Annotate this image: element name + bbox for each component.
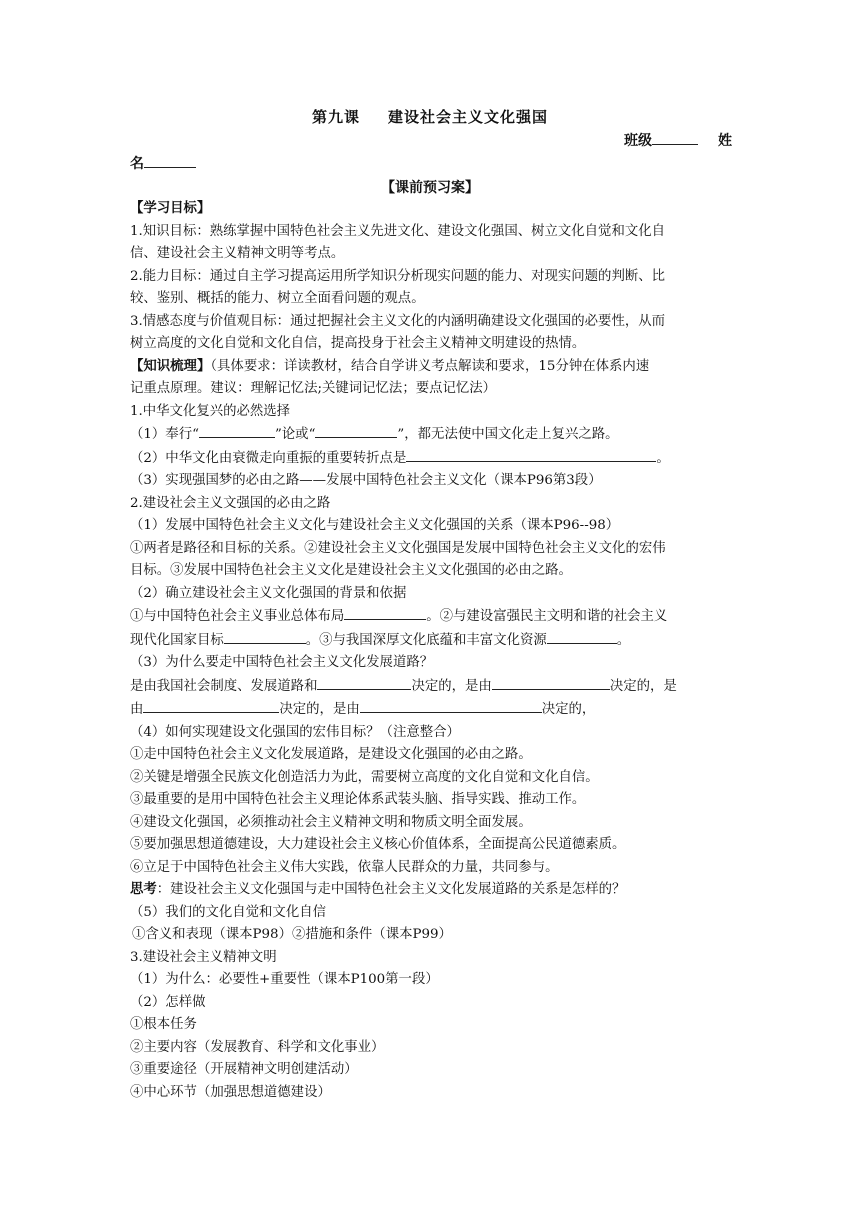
fill-blank[interactable] [224,629,306,644]
section-2-item-4d: ④建设文化强国，必须推动社会主义精神文明和物质文明全面发展。 [130,814,532,830]
section-2-item-4f: ⑥立足于中国特色社会主义伟大实践，依靠人民群众的力量，共同参与。 [130,859,559,875]
worksheet-body [130,198,730,1104]
section-2-item-2: （2）确立建设社会主义文化强国的背景和依据 [130,585,407,601]
section-2-item-1: （1）发展中国特色社会主义文化与建设社会主义文化强国的关系（课本P96--98） [130,518,620,533]
think-question: 思考：建设社会主义文化强国与走中国特色社会主义文化发展道路的关系是怎样的？ [130,882,626,897]
think-label: 思考 [130,882,157,897]
fill-blank[interactable] [406,447,656,462]
lesson-number: 第九课 [311,108,360,126]
section-3-title: 3.建设社会主义精神文明 [130,949,277,965]
requirement-b: 记重点原理。建议：理解记忆法;关键词记忆法；要点记忆法） [130,381,497,396]
section-2-item-2a: ①与中国特色社会主义事业总体布局 。②与建设富强民主文明和谐的社会主义 [130,605,730,629]
goal-1a: 1.知识目标：熟练掌握中国特色社会主义先进文化、建设文化强国、树立文化自觉和文化自 [130,223,666,239]
name-label-b: 名 [130,156,144,172]
fill-blank[interactable] [143,698,279,713]
knowledge-intro [130,356,730,379]
class-label: 班级 [624,133,652,149]
goal-1b: 信、建设社会主义精神文明等考点。 [130,246,345,261]
section-3-item-2d: ④中心环节（加强思想道德建设） [130,1084,331,1100]
goal-3a: 3.情感态度与价值观目标：通过把握社会主义文化的内涵明确建设文化强国的必要性，从而 [130,313,666,329]
section-3-item-2b: ②主要内容（发展教育、科学和文化事业） [130,1039,385,1055]
section-1-title: 1.中华文化复兴的必然选择 [130,403,291,419]
fill-blank[interactable] [344,605,426,620]
section-3-item-1: （1）为什么：必要性+重要性（课本P100第一段） [130,972,439,987]
section-2-item-4: （4）如何实现建设文化强国的宏伟目标？（注意整合） [130,724,460,740]
section-2-item-5a: ①含义和表现（课本P98）②措施和条件（课本P99） [132,927,452,942]
section-2-item-1a: ①两者是路径和目标的关系。②建设社会主义文化强国是发展中国特色社会主义文化的宏伟 [130,540,666,556]
class-name-line [624,130,732,150]
section-2-item-3: （3）为什么要走中国特色社会主义文化发展道路？ [130,655,434,670]
section-1-item-3: （3）实现强国梦的必由之路——发展中国特色社会主义文化（课本P96第3段） [130,473,602,488]
section-3-item-2c: ③重要途径（开展精神文明创建活动） [130,1062,358,1077]
section-2-item-3a: 是由我国社会制度、发展道路和 决定的，是由 决定的，是 [130,675,730,699]
goal-2a: 2.能力目标：通过自主学习提高运用所学知识分析现实问题的能力、对现实问题的判断、比 [130,268,666,284]
fill-blank[interactable] [199,423,275,438]
section-1-item-2: （2）中华文化由衰微走向重振的重要转折点是 。 [130,447,730,471]
class-blank [652,130,698,145]
section-3-item-2: （2）怎样做 [130,994,206,1010]
lesson-title: 建设社会主义文化强国 [388,108,549,126]
goal-3b: 树立高度的文化自觉和文化自信，提高投身于社会主义精神文明建设的热情。 [130,336,586,351]
section-2-item-2b: 现代化国家目标 。③与我国深厚文化底蕴和丰富文化资源 。 [130,629,730,653]
section-2-item-4a: ①走中国特色社会主义文化发展道路，是建设文化强国的必由之路。 [130,747,532,762]
fill-blank[interactable] [547,629,617,644]
knowledge-heading: 【知识梳理】 [130,358,211,374]
section-heading: 【课前预习案】 [381,180,479,196]
fill-blank[interactable] [315,423,397,438]
name-blank [144,153,196,168]
section-2-item-4e: ⑤要加强思想道德建设，大力建设社会主义核心价值体系，全面提高公民道德素质。 [130,837,626,852]
page-title [0,106,860,127]
section-2-item-4b: ②关键是增强全民族文化创造活力为此，需要树立高度的文化自觉和文化自信。 [130,769,599,785]
name-label-a: 姓 [718,133,732,149]
section-1-item-1: （1）奉行“ ”论或“ ”，都无法使中国文化走上复兴之路。 [130,423,730,447]
goals-heading: 【学习目标】 [130,201,211,216]
section-2-item-1b: 目标。③发展中国特色社会主义文化是建设社会主义文化强国的必由之路。 [130,563,572,578]
section-2-item-5: （5）我们的文化自觉和文化自信 [130,904,326,920]
fill-blank[interactable] [317,675,411,690]
section-3-item-2a: ①根本任务 [130,1017,197,1032]
section-2-item-3b: 由 决定的，是由 决定的， [130,698,730,722]
fill-blank[interactable] [492,675,610,690]
name-line [130,153,196,173]
section-2-item-4c: ③最重要的是用中国特色社会主义理论体系武装头脑、指导实践、推动工作。 [130,792,586,807]
requirement-a: （具体要求：详读教材，结合自学讲义考点解读和要求，15分钟在体系内速 [210,358,650,374]
section-2-title: 2.建设社会主义文强国的必由之路 [130,495,331,511]
fill-blank[interactable] [360,698,542,713]
goal-2b: 较、鉴别、概括的能力、树立全面看问题的观点。 [130,291,425,306]
